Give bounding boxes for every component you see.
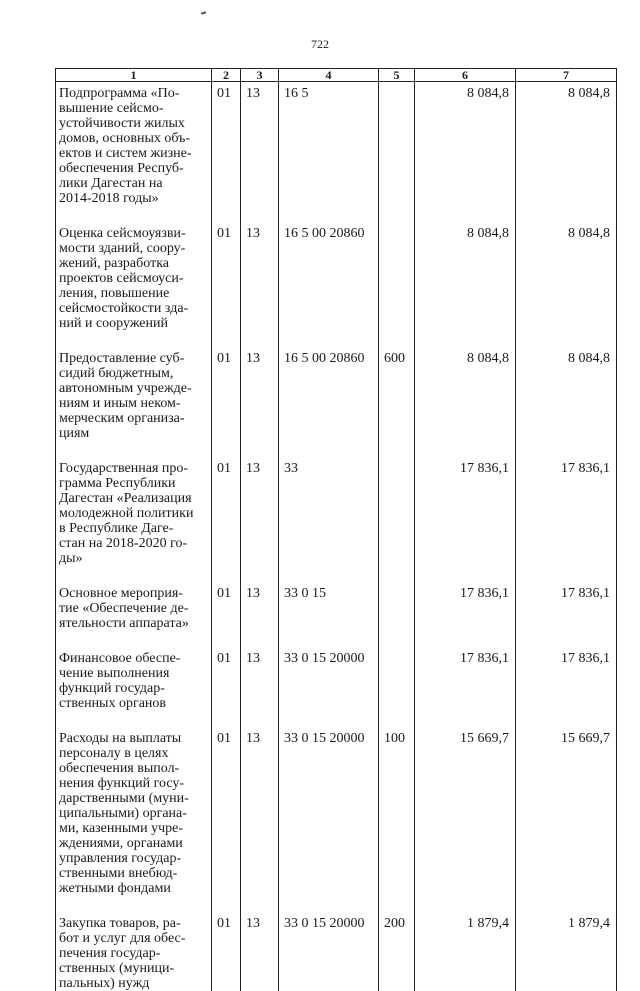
section-code: 01: [212, 727, 241, 912]
row-name-cell: [56, 582, 212, 647]
table-row: [56, 222, 617, 347]
amount-col-7: 8 084,8: [516, 82, 617, 223]
amount-col-7: 17 836,1: [516, 457, 617, 582]
header-col-4: 4: [279, 69, 379, 82]
row-name: Государственная про- грамма Республики Дагестан «Реализация молодежной политики в Республике Даге- стан на 2018-2020 го- ды»: [59, 461, 194, 566]
header-col-3: 3: [241, 69, 279, 82]
header-col-1: 1: [56, 69, 212, 82]
target-article-code: 16 5: [279, 82, 379, 223]
section-code: 01: [212, 347, 241, 457]
table-row: [56, 82, 617, 223]
row-name-cell: [56, 457, 212, 582]
target-article-code: 16 5 00 20860: [279, 222, 379, 347]
header-col-7: 7: [516, 69, 617, 82]
row-name: Подпрограмма «По- вышение сейсмо- устойчивости жилых домов, основных объ- ектов и систем жизне- обеспечения Респуб- лики Дагестан на 2014-2018 годы»: [59, 86, 192, 206]
amount-col-6: 8 084,8: [415, 347, 516, 457]
section-code: 01: [212, 912, 241, 991]
row-name: Закупка товаров, ра- бот и услуг для обес- печения государ- ственных (муници- пальных) нужд: [59, 916, 186, 991]
target-article-code: 16 5 00 20860: [279, 347, 379, 457]
row-name: Оценка сейсмоуязви- мости зданий, соору- жений, разработка проектов сейсмоуси- ления, повышение сейсмостойкости зда- ний и сооружений: [59, 226, 189, 331]
subsection-code: 13: [241, 222, 279, 347]
amount-col-6: 8 084,8: [415, 222, 516, 347]
row-name-cell: [56, 222, 212, 347]
subsection-code: 13: [241, 457, 279, 582]
row-name: Финансовое обеспе- чение выполнения функций государ- ственных органов: [59, 651, 181, 711]
header-col-2: 2: [212, 69, 241, 82]
subsection-code: 13: [241, 647, 279, 727]
subsection-code: 13: [241, 347, 279, 457]
amount-col-6: 17 836,1: [415, 457, 516, 582]
expense-type-code: [379, 457, 415, 582]
amount-col-6: 17 836,1: [415, 582, 516, 647]
subsection-code: 13: [241, 582, 279, 647]
target-article-code: 33 0 15 20000: [279, 912, 379, 991]
section-code: 01: [212, 582, 241, 647]
amount-col-7: 17 836,1: [516, 647, 617, 727]
expense-type-code: [379, 82, 415, 223]
row-name: Основное мероприя- тие «Обеспечение де- ятельности аппарата»: [59, 586, 189, 631]
expense-type-code: 600: [379, 347, 415, 457]
row-name: Предоставление суб- сидий бюджетным, автономным учрежде- ниям и иным неком- мерческим организа- циям: [59, 351, 192, 441]
row-name-cell: [56, 82, 212, 223]
amount-col-7: 8 084,8: [516, 222, 617, 347]
table-row: [56, 647, 617, 727]
target-article-code: 33 0 15: [279, 582, 379, 647]
section-code: 01: [212, 457, 241, 582]
scan-mark: [201, 11, 206, 14]
table-row: [56, 727, 617, 912]
subsection-code: 13: [241, 727, 279, 912]
subsection-code: 13: [241, 82, 279, 223]
target-article-code: 33: [279, 457, 379, 582]
budget-table: [55, 68, 617, 991]
header-col-5: 5: [379, 69, 415, 82]
amount-col-6: 15 669,7: [415, 727, 516, 912]
row-name-cell: [56, 912, 212, 991]
amount-col-6: 17 836,1: [415, 647, 516, 727]
amount-col-7: 8 084,8: [516, 347, 617, 457]
amount-col-7: 1 879,4: [516, 912, 617, 991]
row-name-cell: [56, 647, 212, 727]
expense-type-code: [379, 222, 415, 347]
target-article-code: 33 0 15 20000: [279, 647, 379, 727]
section-code: 01: [212, 222, 241, 347]
table-row: [56, 347, 617, 457]
section-code: 01: [212, 82, 241, 223]
header-col-6: 6: [415, 69, 516, 82]
expense-type-code: 200: [379, 912, 415, 991]
table-row: [56, 457, 617, 582]
target-article-code: 33 0 15 20000: [279, 727, 379, 912]
amount-col-7: 17 836,1: [516, 582, 617, 647]
table-row: [56, 582, 617, 647]
amount-col-7: 15 669,7: [516, 727, 617, 912]
subsection-code: 13: [241, 912, 279, 991]
row-name-cell: [56, 727, 212, 912]
row-name: Расходы на выплаты персоналу в целях обеспечения выпол- нения функций госу- дарственными (муни- ципальными) органа- ми, казенными учре- ждениями, органами управления государ- ственными внебюд- жетными фондами: [59, 731, 189, 896]
header-row: [56, 69, 617, 82]
section-code: 01: [212, 647, 241, 727]
expense-type-code: [379, 582, 415, 647]
expense-type-code: [379, 647, 415, 727]
amount-col-6: 1 879,4: [415, 912, 516, 991]
table-row: [56, 912, 617, 991]
row-name-cell: [56, 347, 212, 457]
page-number: 722: [311, 37, 329, 51]
expense-type-code: 100: [379, 727, 415, 912]
amount-col-6: 8 084,8: [415, 82, 516, 223]
